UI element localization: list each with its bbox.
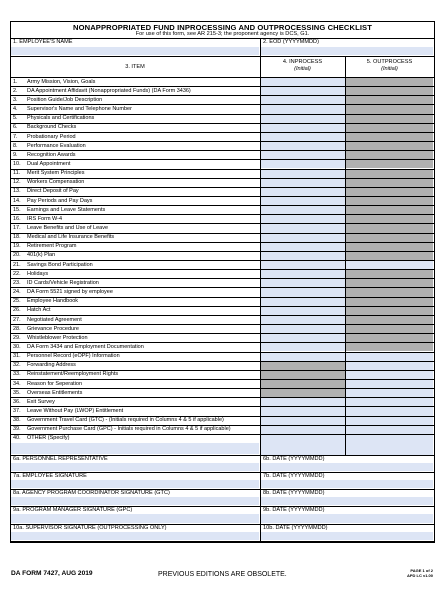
item-number: 38. (13, 417, 21, 424)
inprocess-initial-28[interactable] (261, 325, 345, 333)
outprocess-initial-6 (346, 124, 433, 132)
outprocess-initial-19 (346, 243, 433, 251)
item-text: Dual Appointment (27, 160, 71, 167)
employee-name-input[interactable] (11, 47, 259, 55)
inprocess-initial-1[interactable] (261, 78, 345, 86)
item-number: 36. (13, 398, 21, 405)
inprocess-initial-14[interactable] (261, 197, 345, 205)
eod-input[interactable] (261, 47, 433, 55)
outprocess-initial-10 (346, 160, 433, 168)
outprocess-initial-13 (346, 188, 433, 196)
item-text: Overseas Entitlements (27, 389, 83, 396)
inprocess-initial-21[interactable] (261, 261, 345, 269)
item-text: Savings Bond Participation (27, 261, 93, 268)
item-number: 1. (13, 78, 18, 85)
outprocess-sub: (Initial) (381, 65, 398, 72)
outprocess-initial-5 (346, 115, 433, 123)
outprocess-initial-24 (346, 288, 433, 296)
inprocess-initial-4[interactable] (261, 105, 345, 113)
signature-date-input-9[interactable] (261, 514, 433, 522)
item-text: Holidays (27, 270, 49, 277)
outprocess-initial-3 (346, 96, 433, 104)
item-number: 28. (13, 325, 21, 332)
outprocess-initial-25 (346, 298, 433, 306)
form-version: APD LC v1.00 (406, 573, 433, 578)
checklist-item (10, 435, 260, 456)
item-text: Exit Survey (27, 398, 55, 405)
outprocess-initial-30 (346, 343, 433, 351)
divider (10, 38, 434, 39)
outprocess-header (345, 59, 434, 72)
outprocess-initial-4 (346, 105, 433, 113)
inprocess-initial-30[interactable] (261, 343, 345, 351)
item-text: Government Purchase Card (GPC) - Initials required in Columns 4 & 5 if applicable) (27, 426, 231, 433)
item-text: ID Cards/Vehicle Registration (27, 279, 99, 286)
inprocess-initial-24[interactable] (261, 288, 345, 296)
item-number: 9. (13, 151, 18, 158)
inprocess-initial-18[interactable] (261, 234, 345, 242)
item-text: Army Mission, Vision, Goals (27, 78, 96, 85)
item-number: 17. (13, 225, 21, 231)
inprocess-initial-33 (261, 371, 345, 379)
item-number: 39. (13, 426, 21, 433)
signature-label: 9a. PROGRAM MANAGER SIGNATURE (GPC) (13, 507, 133, 514)
inprocess-initial-32 (261, 362, 345, 370)
item-text: Pay Periods and Pay Days (27, 197, 93, 204)
outprocess-initial-1 (346, 78, 433, 86)
inprocess-initial-20[interactable] (261, 252, 345, 260)
item-number: 32. (13, 362, 21, 369)
item-number: 40. (13, 435, 21, 442)
item-text: 401(k) Plan (27, 252, 56, 259)
outprocess-initial-20 (346, 252, 433, 260)
inprocess-initial-39[interactable] (261, 426, 345, 434)
divider (260, 38, 261, 56)
employee-name-label: 1. EMPLOYEE'S NAME (13, 39, 73, 45)
divider (260, 524, 261, 541)
inprocess-initial-23[interactable] (261, 279, 345, 287)
item-text: Supervisor's Name and Telephone Number (27, 106, 132, 113)
inprocess-initial-36[interactable] (261, 398, 345, 406)
form-title: NONAPPROPRIATED FUND INPROCESSING AND OUTPROCESSING CHECKLIST (73, 23, 372, 32)
item-text: Employee Handbook (27, 298, 79, 305)
outprocess-initial-36[interactable] (346, 398, 433, 406)
item-text: Workers Compensation (27, 179, 85, 186)
inprocess-initial-5[interactable] (261, 115, 345, 123)
outprocess-initial-37[interactable] (346, 407, 433, 415)
inprocess-header (260, 59, 345, 72)
item-number: 3. (13, 96, 18, 103)
signature-date-label: 7b. DATE (YYYYMMDD) (263, 473, 325, 480)
eod-label: 2. EOD (YYYYMMDD) (263, 39, 319, 45)
divider (10, 56, 434, 57)
inprocess-initial-29[interactable] (261, 334, 345, 342)
inprocess-initial-37[interactable] (261, 407, 345, 415)
item-number: 2. (13, 87, 18, 94)
inprocess-title: 4. INPROCESS (282, 59, 323, 65)
outprocess-initial-9 (346, 151, 433, 159)
inprocess-initial-25[interactable] (261, 298, 345, 306)
outprocess-initial-33[interactable] (346, 371, 433, 379)
inprocess-initial-26[interactable] (261, 307, 345, 315)
inprocess-initial-12[interactable] (261, 179, 345, 187)
inprocess-initial-2[interactable] (261, 87, 345, 95)
item-number: 11. (13, 170, 21, 177)
item-number: 16. (13, 215, 21, 222)
inprocess-initial-31[interactable] (261, 353, 345, 361)
item-text: Medical and Life Insurance Benefits (27, 234, 115, 241)
divider (260, 506, 261, 523)
outprocess-initial-31[interactable] (346, 353, 433, 361)
item-text: Performance Evaluation (27, 142, 86, 149)
outprocess-initial-18 (346, 234, 433, 242)
item-text: Earnings and Leave Statements (27, 206, 106, 213)
inprocess-initial-35 (261, 389, 345, 397)
item-text: OTHER (Specify) (27, 435, 70, 442)
item-number: 34. (13, 380, 21, 387)
item-number: 12. (13, 179, 21, 186)
outprocess-title: 5. OUTPROCESS (366, 59, 413, 65)
outprocess-initial-22 (346, 270, 433, 278)
obsolete-notice: PREVIOUS EDITIONS ARE OBSOLETE. (158, 571, 287, 578)
item-number: 15. (13, 206, 21, 213)
signature-date-label: 8b. DATE (YYYYMMDD) (263, 490, 325, 497)
inprocess-subtitle (260, 66, 345, 73)
signature-date-label: 10b. DATE (YYYYMMDD) (263, 524, 328, 531)
item-text: Personnel Record (eOPF) Information (27, 353, 120, 360)
item-number: 8. (13, 142, 18, 149)
page-number: PAGE 1 of 2 (410, 568, 433, 573)
inprocess-initial-15[interactable] (261, 206, 345, 214)
signature-label: 6a. PERSONNEL REPRESENTATIVE (13, 455, 108, 462)
item-text: Hatch Act (27, 307, 51, 314)
item-text: Direct Deposit of Pay (27, 188, 79, 195)
inprocess-initial-13[interactable] (261, 188, 345, 196)
item-number: 35. (13, 389, 21, 396)
item-number: 7. (13, 133, 18, 140)
inprocess-initial-6[interactable] (261, 124, 345, 132)
outprocess-initial-26 (346, 307, 433, 315)
item-text: Negotiated Agreement (27, 316, 82, 323)
inprocess-initial-11[interactable] (261, 170, 345, 178)
signature-input-6[interactable] (11, 463, 259, 471)
item-text: Government Travel Card (GTC) - (Initials required in Columns 4 & 5 if applicable) (27, 417, 224, 424)
outprocess-initial-40[interactable] (346, 435, 433, 455)
divider (260, 455, 261, 472)
item-number: 29. (13, 334, 21, 341)
divider (260, 489, 261, 506)
outprocess-initial-12 (346, 179, 433, 187)
signature-label: 8a. AGENCY PROGRAM COORDINATOR SIGNATURE (GTC) (13, 490, 170, 497)
item-text: Position Guide/Job Description (27, 96, 103, 103)
item-text: Probationary Period (27, 133, 76, 140)
divider (10, 541, 434, 542)
signature-date-input-8[interactable] (261, 497, 433, 505)
item-text: DA Form 3434 and Employment Documentation (27, 343, 144, 350)
item-number: 18. (13, 234, 21, 241)
outprocess-initial-16 (346, 215, 433, 223)
signature-date-input-7[interactable] (261, 480, 433, 488)
item-text: Physicals and Certifications (27, 115, 95, 122)
outprocess-initial-7 (346, 133, 433, 141)
form-number: DA FORM 7427, AUG 2019 (11, 570, 93, 577)
item-number: 4. (13, 106, 18, 113)
item-number: 14. (13, 197, 21, 204)
outprocess-initial-29 (346, 334, 433, 342)
item-number: 22. (13, 270, 21, 277)
inprocess-initial-19[interactable] (261, 243, 345, 251)
item-number: 21. (13, 261, 21, 268)
outprocess-initial-27 (346, 316, 433, 324)
item-number: 10. (13, 160, 21, 167)
outprocess-initial-21[interactable] (346, 261, 433, 269)
item-text: IRS Form W-4 (27, 215, 63, 222)
outprocess-subtitle (345, 66, 434, 73)
signature-date-label: 6b. DATE (YYYYMMDD) (263, 455, 325, 462)
outprocess-initial-17 (346, 224, 433, 232)
signature-input-10[interactable] (11, 532, 259, 540)
signature-label: 7a. EMPLOYEE SIGNATURE (13, 473, 87, 480)
divider (345, 56, 346, 455)
item-text: Retirement Program (27, 243, 77, 250)
inprocess-initial-3[interactable] (261, 96, 345, 104)
item-number: 27. (13, 316, 21, 323)
outprocess-initial-34[interactable] (346, 380, 433, 388)
inprocess-initial-40[interactable] (261, 435, 345, 455)
item-text: Grievance Procedure (27, 325, 79, 332)
inprocess-initial-7[interactable] (261, 133, 345, 141)
outprocess-initial-2 (346, 87, 433, 95)
divider (260, 472, 261, 489)
signature-input-7[interactable] (11, 480, 259, 488)
item-number: 37. (13, 408, 21, 414)
outprocess-initial-8 (346, 142, 433, 150)
item-number: 23. (13, 279, 21, 286)
item-number: 30. (13, 343, 21, 350)
item-number: 19. (13, 243, 21, 250)
item-text: DA Appointment Affidavit (Nonappropriated Funds) (DA Form 3436) (27, 87, 191, 94)
inprocess-initial-10[interactable] (261, 160, 345, 168)
item-text: DA Form 5521 signed by employee (27, 289, 113, 296)
item-number: 6. (13, 124, 18, 131)
outprocess-initial-38[interactable] (346, 417, 433, 425)
item-text: Background Checks (27, 124, 77, 131)
item-text: Recognition Awards (27, 151, 76, 158)
signature-date-input-6[interactable] (261, 463, 433, 471)
item-text: Forwarding Address (27, 362, 76, 369)
inprocess-initial-9[interactable] (261, 151, 345, 159)
form-subtitle: For use of this form, see AR 215-3; the proponent agency is DCS, G1. (135, 31, 310, 37)
outprocess-initial-32[interactable] (346, 362, 433, 370)
item-text: Reinstatement/Reemployment Rights (27, 371, 119, 378)
outprocess-initial-28 (346, 325, 433, 333)
signature-input-9[interactable] (11, 514, 259, 522)
page-info (407, 568, 433, 578)
item-text: Reason for Seperation (27, 380, 83, 387)
outprocess-initial-39[interactable] (346, 426, 433, 434)
signature-input-8[interactable] (11, 497, 259, 505)
item-number: 5. (13, 115, 18, 122)
inprocess-initial-38[interactable] (261, 417, 345, 425)
inprocess-initial-8[interactable] (261, 142, 345, 150)
signature-date-input-10[interactable] (261, 532, 433, 540)
item-text: Merit System Principles (27, 170, 85, 177)
item-number: 25. (13, 298, 21, 305)
signature-date-label: 9b. DATE (YYYYMMDD) (263, 507, 325, 514)
outprocess-initial-23 (346, 279, 433, 287)
item-text: Leave Without Pay (LWOP) Entitlement (27, 408, 124, 414)
item-number: 13. (13, 188, 21, 195)
inprocess-sub: (Initial) (294, 65, 311, 72)
inprocess-initial-27[interactable] (261, 316, 345, 324)
signature-label: 10a. SUPERVISOR SIGNATURE (OUTPROCESSING ONLY) (13, 524, 167, 531)
divider (260, 56, 261, 455)
item-header: 3. ITEM (125, 64, 145, 70)
outprocess-initial-35[interactable] (346, 389, 433, 397)
inprocess-initial-22[interactable] (261, 270, 345, 278)
outprocess-initial-15 (346, 206, 433, 214)
item-number: 20. (13, 252, 21, 259)
item-number: 24. (13, 289, 21, 296)
outprocess-initial-11 (346, 170, 433, 178)
inprocess-initial-34 (261, 380, 345, 388)
item-text: Leave Benefits and Use of Leave (27, 225, 109, 231)
inprocess-initial-16[interactable] (261, 215, 345, 223)
item-text: Whistleblower Protection (27, 334, 88, 341)
outprocess-initial-14 (346, 197, 433, 205)
item-number: 26. (13, 307, 21, 314)
item-number: 31. (13, 353, 21, 360)
item-number: 33. (13, 371, 21, 378)
inprocess-initial-17[interactable] (261, 224, 345, 232)
